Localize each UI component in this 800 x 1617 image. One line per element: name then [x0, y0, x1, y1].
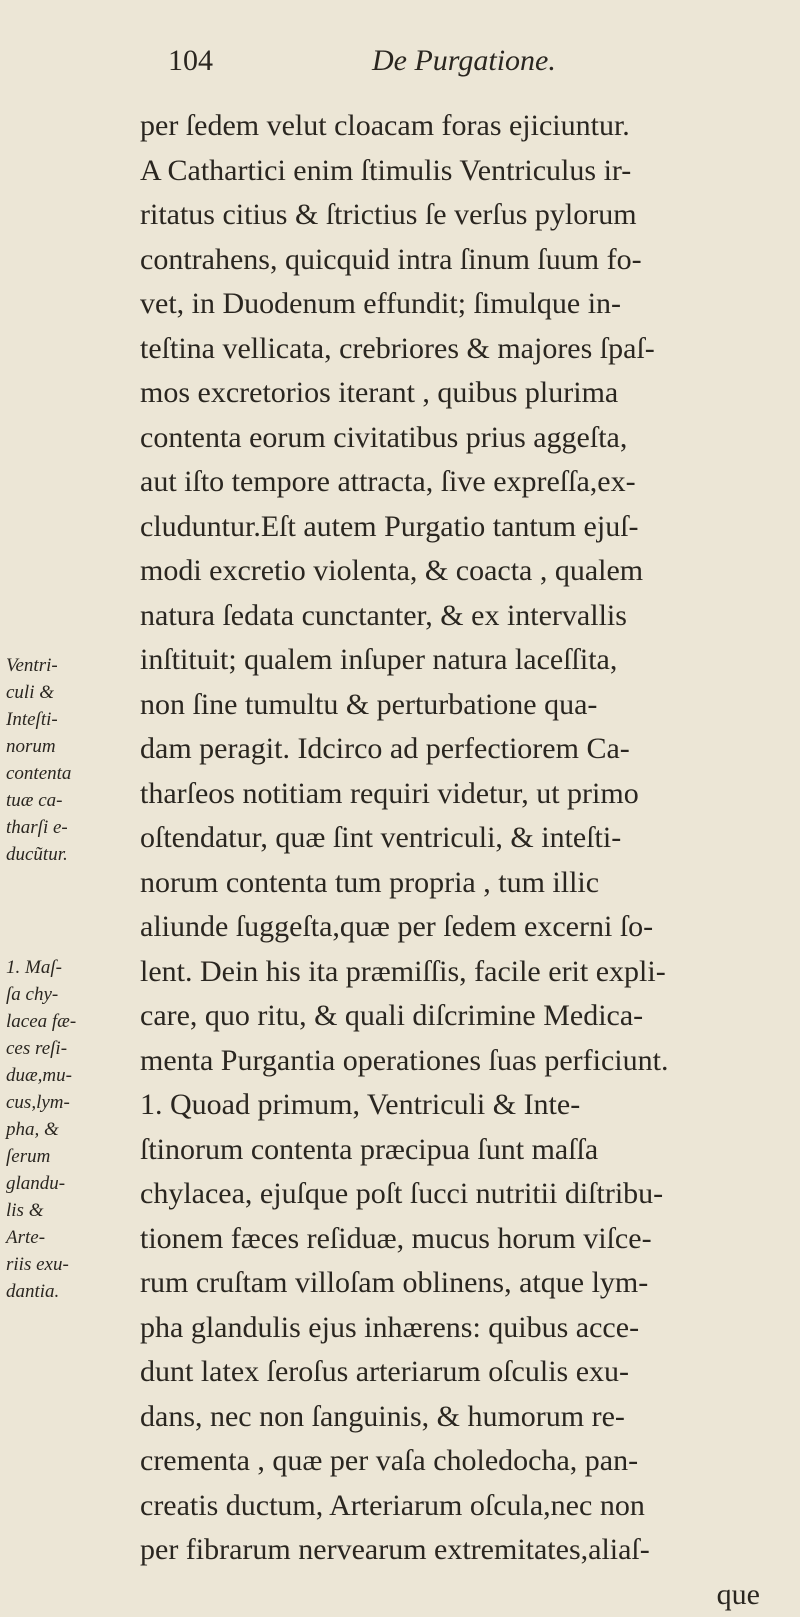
text-line: mos excretorios iterant , quibus plurima	[140, 371, 788, 416]
text-line: creatis ductum, Arteriarum oſcula,nec non	[140, 1484, 788, 1529]
text-line: lent. Dein his ita præmiſſis, facile erit expli-	[140, 950, 788, 995]
catchword: que	[140, 1573, 788, 1617]
text-line: aliunde ſuggeſta,quæ per ſedem excerni ſo-	[140, 905, 788, 950]
margin-note-line: Ventri-	[6, 652, 136, 679]
text-line: dunt latex ſeroſus arteriarum oſculis exu-	[140, 1350, 788, 1395]
margin-note-line: ducũtur.	[6, 841, 136, 868]
margin-note-line: ces reſi-	[6, 1035, 136, 1062]
text-line: 1. Quoad primum, Ventriculi & Inte-	[140, 1083, 788, 1128]
text-line: oſtendatur, quæ ſint ventriculi, & inteſti-	[140, 816, 788, 861]
margin-note-line: lacea fæ-	[6, 1008, 136, 1035]
margin-note-line: duæ,mu-	[6, 1062, 136, 1089]
text-line: modi excretio violenta, & coacta , qualem	[140, 549, 788, 594]
margin-note-line: 1. Maſ-	[6, 954, 136, 981]
text-line: chylacea, ejuſque poſt ſucci nutritii diſtribu-	[140, 1172, 788, 1217]
margin-note-line: riis exu-	[6, 1251, 136, 1278]
margin-note-line: tuæ ca-	[6, 787, 136, 814]
page-header	[0, 44, 800, 94]
text-line: contenta eorum civitatibus prius aggeſta,	[140, 416, 788, 461]
text-line: rum cruſtam villoſam oblinens, atque lym-	[140, 1261, 788, 1306]
text-line: tionem fæces reſiduæ, mucus horum viſce-	[140, 1217, 788, 1262]
text-line: aut iſto tempore attracta, ſive expreſſa,ex-	[140, 460, 788, 505]
page-number: 104	[168, 44, 213, 78]
margin-note-line: pha, &	[6, 1116, 136, 1143]
margin-note-line: dantia.	[6, 1278, 136, 1305]
text-line: per fibrarum nervearum extremitates,aliaſ-	[140, 1528, 788, 1573]
text-line: dam peragit. Idcirco ad perfectiorem Ca-	[140, 727, 788, 772]
margin-note-line: norum	[6, 733, 136, 760]
text-line: ritatus citius & ſtrictius ſe verſus pylorum	[140, 193, 788, 238]
margin-note-line: cus,lym-	[6, 1089, 136, 1116]
margin-note-massa-chylacea	[6, 954, 136, 1305]
text-line: vet, in Duodenum effundit; ſimulque in-	[140, 282, 788, 327]
text-line: non ſine tumultu & perturbatione qua-	[140, 683, 788, 728]
margin-note-line: glandu-	[6, 1170, 136, 1197]
text-line: norum contenta tum propria , tum illic	[140, 861, 788, 906]
margin-note-line: ſerum	[6, 1143, 136, 1170]
text-line: ſtinorum contenta præcipua ſunt maſſa	[140, 1128, 788, 1173]
text-line: natura ſedata cunctanter, & ex intervallis	[140, 594, 788, 639]
text-line: contrahens, quicquid intra ſinum ſuum fo-	[140, 238, 788, 283]
text-line: teſtina vellicata, crebriores & majores ſpaſ-	[140, 327, 788, 372]
text-line: menta Purgantia operationes ſuas perficiunt.	[140, 1039, 788, 1084]
text-line: crementa , quæ per vaſa choledocha, pan-	[140, 1439, 788, 1484]
text-line: care, quo ritu, & quali diſcrimine Medica-	[140, 994, 788, 1039]
text-line: per ſedem velut cloacam foras ejiciuntur.	[140, 104, 788, 149]
margin-note-line: lis &	[6, 1197, 136, 1224]
text-line: A Cathartici enim ſtimulis Ventriculus ir-	[140, 149, 788, 194]
margin-note-line: Inteſti-	[6, 706, 136, 733]
margin-note-line: tharſi e-	[6, 814, 136, 841]
body-text	[140, 104, 788, 1617]
margin-note-line: ſa chy-	[6, 981, 136, 1008]
text-line: tharſeos notitiam requiri videtur, ut primo	[140, 772, 788, 817]
margin-note-line: contenta	[6, 760, 136, 787]
text-line: pha glandulis ejus inhærens: quibus acce-	[140, 1306, 788, 1351]
margin-note-line: culi &	[6, 679, 136, 706]
text-line: dans, nec non ſanguinis, & humorum re-	[140, 1395, 788, 1440]
margin-note-line: Arte-	[6, 1224, 136, 1251]
text-line: cluduntur.Eſt autem Purgatio tantum ejuſ-	[140, 505, 788, 550]
text-line: inſtituit; qualem inſuper natura laceſſita,	[140, 638, 788, 683]
margin-note-ventriculi	[6, 652, 136, 868]
running-title: De Purgatione.	[372, 44, 556, 78]
